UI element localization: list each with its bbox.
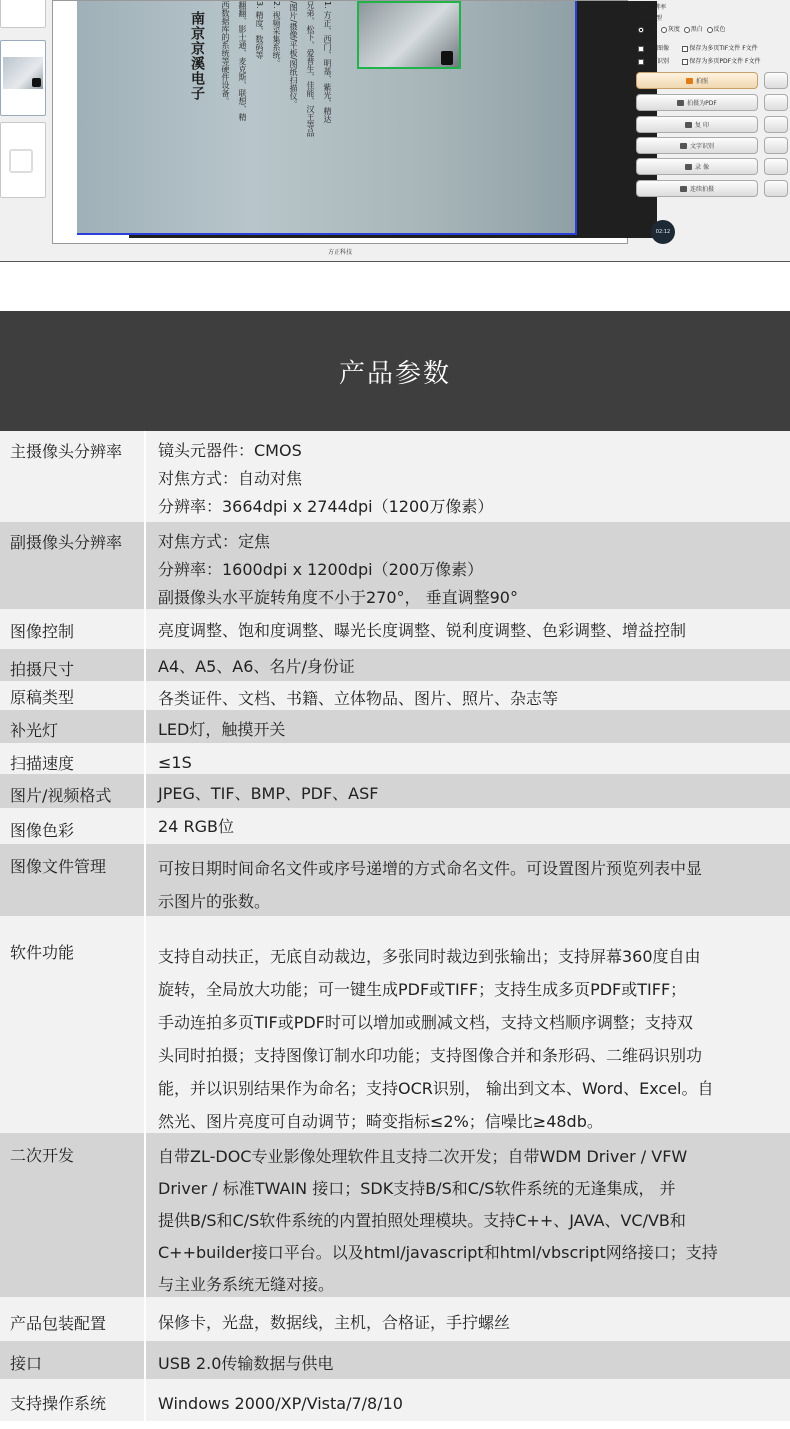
ocr-button[interactable] <box>636 137 758 154</box>
doc-line: 2. 视频采集系统。 <box>272 1 281 68</box>
checkbox-label: 条码识别 <box>645 58 670 65</box>
doc-line: 西数据库的系统等硬件设备。 <box>221 1 230 105</box>
copy-options-button[interactable] <box>764 116 788 133</box>
preview-frame <box>52 0 628 244</box>
radio-label: 反色 <box>713 26 726 33</box>
side-label: F文件 <box>745 58 761 65</box>
spec-label: 图像色彩 <box>10 821 75 840</box>
spec-value-line: Windows 2000/XP/Vista/7/8/10 <box>158 1394 403 1413</box>
spec-label-cell <box>0 710 146 743</box>
spec-label-cell <box>0 1379 146 1421</box>
spec-value-line: 能，并以识别结果作为命名；支持OCR识别， 输出到文本、Word、Excel。自 <box>158 1079 714 1098</box>
pdf-icon <box>677 100 684 106</box>
spec-row <box>0 844 790 916</box>
merge-image-checkbox[interactable] <box>638 46 644 52</box>
multi-tif-checkbox[interactable] <box>682 46 688 52</box>
thumbnail[interactable] <box>0 0 46 28</box>
spec-value-line: JPEG、TIF、BMP、PDF、ASF <box>158 784 379 803</box>
spec-value-line: 镜头元器件：CMOS <box>158 441 302 460</box>
spec-value-line: 手动连拍多页TIF或PDF时可以增加或删减文档，支持文档顺序调整；支持双 <box>158 1013 693 1032</box>
spec-label-cell <box>0 1297 146 1341</box>
spec-label-cell <box>0 743 146 774</box>
ocr-icon <box>680 143 687 149</box>
spec-row <box>0 916 790 1133</box>
doc-line: 兄弟、松下、爱普生、佳能、汉王等品 <box>306 1 315 137</box>
copy-button[interactable] <box>636 116 758 133</box>
spec-label-cell <box>0 609 146 649</box>
spec-value-line: ≤1S <box>158 753 192 772</box>
record-options-button[interactable] <box>764 158 788 175</box>
spec-value <box>158 940 770 1138</box>
spec-row <box>0 1341 790 1379</box>
spec-value-line: 分辨率：3664dpi x 2744dpi（1200万像素） <box>158 497 494 516</box>
spec-value-line: 分辨率：1600dpi x 1200dpi（200万像素） <box>158 560 484 579</box>
panel-top-label: 设置分辨率 <box>636 4 667 11</box>
thumbnail-strip <box>0 0 48 250</box>
doc-line: /图片/摄像/平板/图纸扫描仪。 <box>289 1 298 108</box>
option-row <box>638 43 758 52</box>
spec-label: 图片/视频格式 <box>10 786 112 805</box>
spec-row <box>0 1133 790 1297</box>
checkbox-label: 保存为多页PDF文件 <box>689 58 744 65</box>
spec-row <box>0 522 790 609</box>
doc-title: 南京京溪电子 <box>189 11 205 101</box>
spec-label: 产品包装配置 <box>10 1314 107 1333</box>
spec-value-line: Driver / 标准TWAIN 接口；SDK支持B/S和C/S软件系统的无逢集成， 并 <box>158 1179 676 1198</box>
button-label: 文字识别 <box>689 143 714 150</box>
spec-value <box>158 437 770 521</box>
barcode-checkbox[interactable] <box>638 59 644 65</box>
spec-row <box>0 1297 790 1341</box>
spec-value <box>158 1309 770 1337</box>
spec-value-line: 副摄像头水平旋转角度不小于270°， 垂直调整90° <box>158 588 518 607</box>
checkbox-label: 合并图像 <box>645 45 670 52</box>
spec-value <box>158 685 770 713</box>
radio-color[interactable] <box>638 27 644 33</box>
button-label: 复 印 <box>695 122 709 129</box>
spec-label-cell <box>0 916 146 1133</box>
spec-label-cell <box>0 808 146 844</box>
checkbox-label: 保存为多页TIF文件 <box>689 45 741 52</box>
spec-label: 图像控制 <box>10 622 75 641</box>
spec-value-line: 然光、图片亮度可自动调节；畸变指标≤2%；信噪比≥48db。 <box>158 1112 603 1131</box>
spec-label-cell <box>0 1133 146 1297</box>
spec-value <box>158 716 770 744</box>
spec-row <box>0 649 790 681</box>
spec-value <box>158 813 770 841</box>
timer-badge: 02:12 <box>651 220 675 244</box>
spec-value-line: A4、A5、A6、名片/身份证 <box>158 657 355 676</box>
button-label: 拍照 <box>695 78 708 85</box>
capture-options-button[interactable] <box>764 72 788 89</box>
spec-value-line: 保修卡，光盘，数据线，主机，合格证，手拧螺丝 <box>158 1313 511 1332</box>
thumbnail[interactable] <box>0 122 46 198</box>
spec-label-cell <box>0 774 146 808</box>
spec-value-line: 可按日期时间命名文件或序号递增的方式命名文件。可设置图片预览列表中显 <box>158 859 703 878</box>
spec-label: 主摄像头分辨率 <box>10 442 123 461</box>
section-header <box>0 311 790 431</box>
burst-options-button[interactable] <box>764 180 788 197</box>
copy-icon <box>685 122 692 128</box>
spec-value-line: USB 2.0传输数据与供电 <box>158 1354 334 1373</box>
spec-label: 拍摄尺寸 <box>10 660 75 679</box>
spec-value <box>158 1141 770 1301</box>
image-placeholder-icon <box>9 149 33 173</box>
radio-invert[interactable] <box>707 27 713 33</box>
image-type-label: 图像类型 <box>638 15 663 22</box>
spec-label-cell <box>0 649 146 681</box>
spec-value-line: 提供B/S和C/S软件系统的内置拍照处理模块。支持C++、JAVA、VC/VB和 <box>158 1211 686 1230</box>
spec-value <box>158 852 770 918</box>
spec-row <box>0 431 790 522</box>
doc-line: 3. 精度、数码等 <box>255 1 264 60</box>
button-label: 录 像 <box>695 164 709 171</box>
scanned-document <box>77 1 577 235</box>
spec-value-line: C++builder接口平台。以及html/javascript和html/vbscript网络接口；支持 <box>158 1243 718 1262</box>
spec-value-line: 自带ZL-DOC专业影像处理软件且支持二次开发；自带WDM Driver / VFW <box>158 1147 688 1166</box>
spec-label-cell <box>0 844 146 916</box>
spec-value-line: 示图片的张数。 <box>158 892 271 911</box>
spec-row <box>0 743 790 774</box>
spec-label: 扫描速度 <box>10 754 75 773</box>
spec-value-line: 对焦方式：自动对焦 <box>158 469 303 488</box>
spec-value <box>158 653 770 681</box>
capture-button[interactable] <box>636 72 758 89</box>
spec-row <box>0 609 790 649</box>
ocr-options-button[interactable] <box>764 137 788 154</box>
spec-value-line: 24 RGB位 <box>158 817 234 836</box>
record-button[interactable] <box>636 158 758 175</box>
radio-label: 彩色 <box>645 26 658 33</box>
spec-value <box>158 528 770 612</box>
spec-label: 二次开发 <box>10 1146 75 1165</box>
radio-label: 灰度 <box>667 26 680 33</box>
button-label: 连续拍摄 <box>689 186 714 193</box>
color-mode-group <box>638 24 726 33</box>
spec-row <box>0 710 790 743</box>
spec-label: 图像文件管理 <box>10 857 107 876</box>
spec-label-cell <box>0 1341 146 1379</box>
burst-capture-button[interactable] <box>636 180 758 197</box>
spec-value <box>158 1390 770 1418</box>
doc-line: 1. 方正、西门、明基、紫光、精达 <box>323 1 332 124</box>
button-label: 拍摄为PDF <box>687 100 717 107</box>
doc-lines <box>217 1 336 151</box>
spec-row <box>0 1379 790 1421</box>
radio-bw[interactable] <box>684 27 690 33</box>
spec-value-line: 头同时拍摄；支持图像订制水印功能；支持图像合并和条形码、二维码识别功 <box>158 1046 703 1065</box>
spec-label-cell <box>0 522 146 609</box>
spec-label-cell <box>0 681 146 710</box>
spec-label: 软件功能 <box>10 943 75 962</box>
preview-caption: 方正科技 <box>327 249 352 256</box>
burst-icon <box>680 186 687 192</box>
spec-value <box>158 749 770 777</box>
spec-value-line: 支持自动扶正，无底自动裁边，多张同时裁边到张输出；支持屏幕360度自由 <box>158 947 701 966</box>
camera-icon <box>686 78 693 84</box>
spec-row <box>0 808 790 844</box>
spec-value <box>158 1350 770 1378</box>
spec-value-line: 旋转，全局放大功能；可一键生成PDF或TIFF；支持生成多页PDF或TIFF； <box>158 980 687 999</box>
spec-value <box>158 617 770 645</box>
spec-value-line: 对焦方式：定焦 <box>158 532 271 551</box>
multi-pdf-checkbox[interactable] <box>682 59 688 65</box>
spec-value-line: LED灯，触摸开关 <box>158 720 286 739</box>
spec-label: 补光灯 <box>10 721 59 740</box>
spec-label: 原稿类型 <box>10 688 75 707</box>
capture-pdf-button[interactable] <box>636 94 758 111</box>
software-screenshot <box>0 0 790 262</box>
secondary-camera-inset <box>357 1 461 69</box>
spec-value-line: 亮度调整、饱和度调整、曝光长度调整、锐利度调整、色彩调整、增益控制 <box>158 621 687 640</box>
radio-label: 黑白 <box>690 26 703 33</box>
spec-label: 接口 <box>10 1354 43 1373</box>
spec-value <box>158 780 770 808</box>
thumbnail[interactable] <box>0 40 46 116</box>
spec-label: 副摄像头分辨率 <box>10 533 123 552</box>
video-icon <box>685 164 692 170</box>
spec-value-line: 与主业务系统无缝对接。 <box>158 1275 335 1294</box>
spec-value-line: 各类证件、文档、书籍、立体物品、图片、照片、杂志等 <box>158 689 559 708</box>
spec-row <box>0 774 790 808</box>
control-panel <box>632 0 790 262</box>
spec-label: 支持操作系统 <box>10 1394 107 1413</box>
section-title: 产品参数 <box>338 358 451 389</box>
spec-label-cell <box>0 431 146 522</box>
thumbnail-image <box>3 57 43 89</box>
doc-line: 翻翻、影士通、麦克斯、联想、精 <box>238 1 247 121</box>
side-label: F文件 <box>742 45 758 52</box>
spec-row <box>0 681 790 710</box>
pdf-options-button[interactable] <box>764 94 788 111</box>
radio-gray[interactable] <box>661 27 667 33</box>
option-row <box>638 56 760 65</box>
